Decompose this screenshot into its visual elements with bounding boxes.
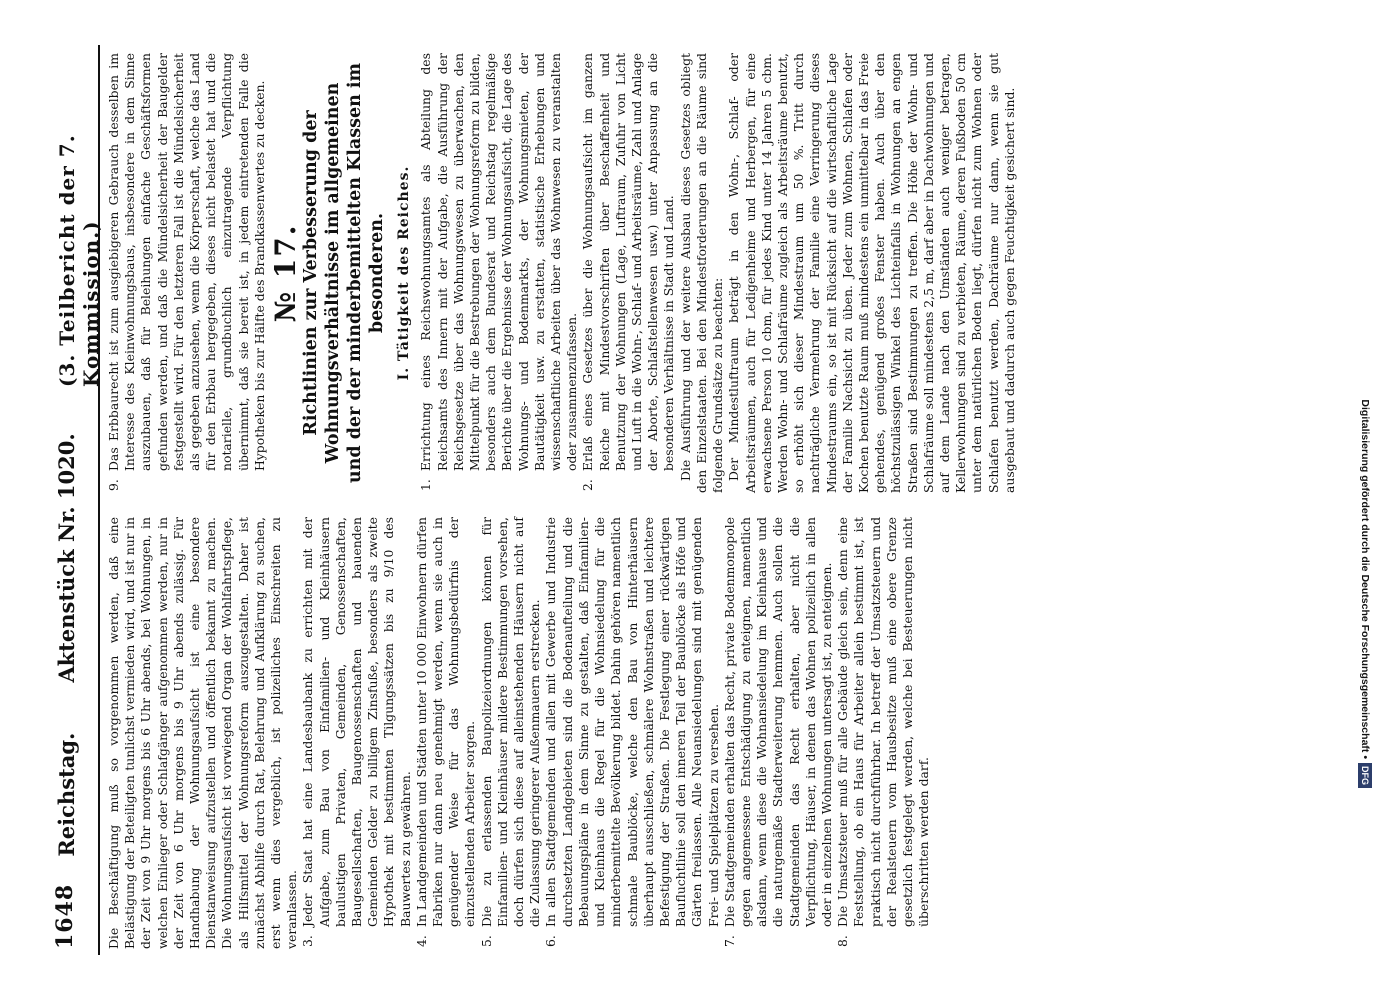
item-text: Die zu erlassenden Baupolizeiordnungen können für Einfamilien- und Kleinhäuser mildere Bestimmungen vorsehen, doch dürfen sich diese auf alleinstehenden Häusern nicht auf die Zulassung geringerer Außenmauern erstrecken. <box>478 517 543 927</box>
list-item <box>300 517 413 949</box>
body-paragraph: Der Mindestluftraum beträgt in den Wohn-, Schlaf- oder Arbeitsräumen, auch für Ledigenheime und Herbergen, für eine erwachsene Person 10 cbm, für jedes Kind unter 14 Jahren 5 cbm. Werden Wohn- und Schlafräume zugleich als Arbeitsräume benutzt, so erhöht sich dieser Mindestraum um 50 %. Tritt durch nachträgliche Vermehrung der Familie eine Verringerung dieses Mindestraums ein, so ist mit Rücksicht auf die wirtschaftliche Lage der Familie Nachsicht zu üben. Jeder zum Wohnen, Schlafen oder Kochen benutzte Raum muß mindestens ein unmittelbar in das Freie gehendes, genügend großes Fenster haben. Auch über den höchstzulässigen Winkel des Lichteinfalls in Wohnungen an engen Straßen sind Bestimmungen zu treffen. Die Höhe der Wohn- und Schlafräume soll mindestens 2,5 m, darf aber in Dachwohnungen und auf dem Lande nach den Umständen auch weniger betragen, Kellerwohnungen sind zu verbieten, Räume, deren Fußboden 50 cm unter dem natürlichen Boden liegt, dürfen nicht zum Wohnen oder Schlafen benutzt werden, Dachräume nur dann, wenn sie gut ausgebaut und dadurch auch gegen Feuchtigkeit gesichert sind. <box>726 53 1017 493</box>
item-number: 9. <box>106 479 121 491</box>
section-heading: I. Tätigkeit des Reiches. <box>396 165 413 381</box>
item-number: 1. <box>418 479 434 491</box>
page-header <box>40 45 103 955</box>
left-column <box>106 517 932 949</box>
rotated-document-page <box>40 45 1383 955</box>
credit-label: Digitalisierung gefördert durch die Deutsche Forschungsgemeinschaft • <box>1359 399 1371 759</box>
item-number: 6. <box>543 935 559 947</box>
item-text: In allen Stadtgemeinden und allen mit Gewerbe und Industrie durchsetzten Landgebieten sind die Bodenaufteilung und die Bebauungspläne in dem Sinne zu gestalten, daß Einfamilien- und Kleinhaus die Regel für die Wohnsiedelung für die minderbemittelte Bevölkerung bildet. Dahin gehören namentlich schmale Baublöcke, welche den Bau von Hinterhäusern überhaupt ausschließen, schmälere Wohnstraßen und leichtere Befestigung der Straßen. Die Festlegung einer rückwärtigen Baufluchtlinie soll den inneren Teil der Baublöcke als Höfe und Gärten freilassen. Alle Neuansiedelungen sind mit genügenden Frei- und Spielplätzen zu versehen. <box>543 517 721 927</box>
digitization-credit-text <box>1352 8 1378 788</box>
list-item <box>106 53 268 493</box>
document-number: № 17. <box>269 223 303 323</box>
page-number: 1648 <box>52 883 78 949</box>
list-item <box>479 517 544 949</box>
item-number: 4. <box>413 935 429 947</box>
item-text: Die Umsatzsteuer muß für alle Gebäude gleich sein, denn eine Feststellung, ob ein Haus für Arbeiter allein bestimmt ist, ist praktisch nicht durchführbar. In betreff der Umsatzsteuern und der Realsteuern vom Hausbesitze muß eine obere Grenze gesetzlich festgelegt werden, welche bei Besteuerungen nicht überschritten werden darf. <box>835 517 932 927</box>
list-item <box>835 517 932 949</box>
item-text: Das Erbbaurecht ist zum ausgiebigeren Gebrauch desselben im Interesse des Kleinwohnungsbaus, insbesondere in dem Sinne auszubauen, daß für Beleihungen einfache Geschäftsformen gefunden werden, und daß die Mündelsicherheit der Baugelder festgestellt wird. Für den letzteren Fall ist die Mündelsicherheit als gegeben anzusehen, wenn die Körperschaft, welche das Land für den Erbbau hergegeben, dieses nicht belastet hat und die notarielle, grundbuchlich einzutragende Verpflichtung übernimmt, daß sie bereit ist, in jedem eintretenden Falle die Hypotheken bis zur Hälfte des Brandkassenwertes zu decken. <box>106 53 267 471</box>
item-text: In Landgemeinden und Städten unter 10 000 Einwohnern dürfen Fabriken nur dann neu genehmigt werden, wenn sie auch in genügender Weise für das Wohnungsbedürfnis der einzustellenden Arbeiter sorgen. <box>413 516 478 927</box>
header-right-label: (3. Teilbericht der 7. Kommission.) <box>55 134 103 387</box>
item-text: Erlaß eines Gesetzes über die Wohnungsaufsicht im ganzen Reiche mit Mindestvorschriften über Beschaffenheit und Benutzung der Wohnungen (Lage, Luftraum, Zufuhr von Licht und Luft in die Wohn-, Schlaf- und Arbeitsräume, Zahl und Anlage der Aborte, Schlafstellenwesen usw.) unter Anpassung an die besonderen Verhältnisse in Stadt und Land. <box>580 53 677 471</box>
dfg-logo: DFG <box>1358 763 1372 788</box>
header-center-label: Aktenstück Nr. 1020. <box>54 433 79 683</box>
item-number: 5. <box>478 935 494 947</box>
digitization-credit <box>1352 8 1378 788</box>
item-text: Die Stadtgemeinden erhalten das Recht, private Bodenmonopole gegen angemessene Entschädigung zu enteignen, namentlich alsdann, wenn diese die Wohnansiedelung im Kleinhause und die naturgemäße Stadterweiterung hemmen. Auch sollen die Stadtgemeinden das Recht erhalten, aber nicht die Verpflichtung, Häuser, in denen das Wohnen polizeilich in allen oder in einzelnen Wohnungen untersagt ist, zu enteignen. <box>721 517 834 927</box>
item-number: 2. <box>580 479 596 491</box>
left-intro-paragraph: Die Beschäftigung muß so vorgenommen werden, daß eine Belästigung der Beteiligten tunlichst vermieden wird, und ist nur in der Zeit von 9 Uhr morgens bis 6 Uhr abends, bei Wohnungen, in welchen Einlieger oder Schlafgänger aufgenommen werden, nur in der Zeit von 6 Uhr morgens bis 9 Uhr abends zulässig. Für Handhabung der Wohnungsaufsicht ist eine besondere Dienstanweisung aufzustellen und öffentlich bekannt zu machen. Die Wohnungsaufsicht ist vorwiegend Organ der Wohlfahrtspflege, als Hilfsmittel der Wohnungsreform auszugestalten. Daher ist zunächst Abhilfe durch Rat, Belehrung und Aufklärung zu suchen, erst wenn dies vergeblich, ist polizeiliches Einschreiten zu veranlassen. <box>106 517 300 949</box>
list-item <box>722 517 835 949</box>
list-item <box>418 53 580 493</box>
item-text: Jeder Staat hat eine Landesbaubank zu errichten mit der Aufgabe, zum Bau von Einfamilien- und Kleinhäusern baulustigen Privaten, Gemeinden, Genossenschaften, Baugesellschaften, Baugenossenschaften und bauenden Gemeinden Gelder zu billigem Zinsfuße, besonders als zweite Hypothek mit bestimmten Tilgungssätzen bis zu 9/10 des Bauwertes zu gewähren. <box>300 517 413 927</box>
item-number: 7. <box>721 935 737 947</box>
item-text: Errichtung eines Reichswohnungsamtes als Abteilung des Reichsamts des Innern mit der Aufgabe, die Ausführung der Reichsgesetze über das Wohnungswesen zu überwachen, den Mittelpunkt für die Bestrebungen der Wohnungsreform zu bilden, besonders auch dem Bundesrat und Reichstag regelmäßige Berichte über die Ergebnisse der Wohnungsaufsicht, die Lage des Wohnungs- und Bodenmarkts, der Wohnungsmieten, der Bautätigkeit usw. zu erstatten, statistische Erhebungen und wissenschaftliche Arbeiten über das Wohnwesen zu veranstalten oder zusammenzufassen. <box>418 53 580 471</box>
item-number: 8. <box>835 935 851 947</box>
list-item <box>580 53 677 493</box>
item-number: 3. <box>300 935 316 947</box>
list-item <box>414 517 479 949</box>
right-column <box>106 53 1018 493</box>
list-item <box>543 517 721 949</box>
document-title: Richtlinien zur Verbesserung der Wohnungsverhältnisse im allgemeinen und der der minderbemittelten Klassen im besonderen. <box>301 62 388 484</box>
header-left-label: Reichstag. <box>54 732 79 857</box>
header-title <box>54 395 79 895</box>
body-paragraph: Die Ausführung und der weitere Ausbau dieses Gesetzes obliegt den Einzelstaaten. Bei den Mindestforderungen an die Räume sind folgende Grundsätze zu beachten: <box>677 53 726 493</box>
